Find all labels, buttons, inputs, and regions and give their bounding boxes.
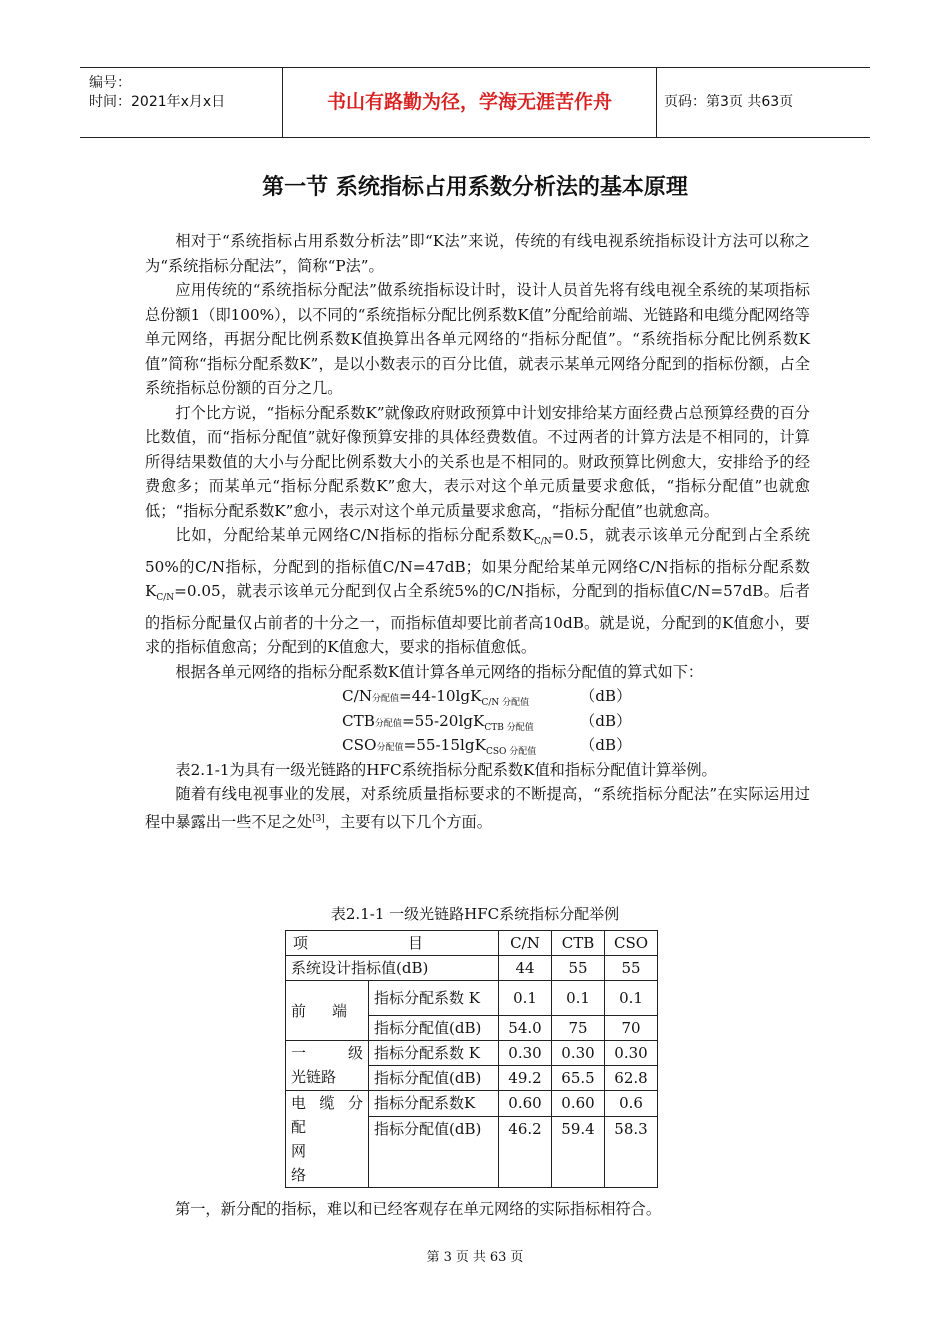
paragraph: 第一，新分配的指标，难以和已经客观存在单元网络的实际指标相符合。 bbox=[175, 1200, 661, 1218]
header-date: 时间：2021年x月x日 bbox=[89, 94, 226, 110]
formula-k-subscript: CSO 分配值 bbox=[485, 747, 537, 758]
table-cell: 0.30 bbox=[605, 1041, 658, 1066]
formula-expr: =44-10lgK bbox=[399, 687, 482, 706]
table-row bbox=[286, 956, 658, 981]
citation-ref: [3] bbox=[312, 813, 325, 824]
row-label: 指标分配系数 K bbox=[369, 1041, 499, 1066]
paragraph: 相对于“系统指标占用系数分析法”即“K法”来说，传统的有线电视系统指标设计方法可以称之为“系统指标分配法”，简称“P法”。 bbox=[145, 232, 810, 275]
header-cell-cso: CSO bbox=[605, 931, 658, 956]
table-cell: 55 bbox=[552, 956, 605, 981]
table-cell: 0.30 bbox=[499, 1041, 552, 1066]
table-cell: 59.4 bbox=[552, 1116, 605, 1187]
group-frontend: 前 端 bbox=[286, 981, 369, 1041]
section-title: 第一节 系统指标占用系数分析法的基本原理 bbox=[262, 175, 688, 200]
paragraph: 表2.1-1为具有一级光链路的HFC系统指标分配系数K值和指标分配值计算举例。 bbox=[175, 760, 717, 779]
formula-unit: （dB） bbox=[580, 687, 632, 706]
paragraph: 应用传统的“系统指标分配法”做系统指标设计时，设计人员首先将有线电视全系统的某项指标总份额1（即100%），以不同的“系统指标分配比例系数K值”分配给前端、光链路和电缆分配网络等单元网络，再据分配比例系数K值换算出各单元网络的“指标分配值”。“系统指标分配比例系数K值”简称“指标分配系数K”，是以小数表示的百分比值，就表示某单元网络分配到的指标份额，占全系统指标总份额的百分之几。 bbox=[145, 281, 810, 397]
formula-k-subscript: CTB 分配值 bbox=[484, 722, 534, 733]
formula-unit: （dB） bbox=[580, 711, 632, 730]
row-label: 指标分配值(dB) bbox=[369, 1116, 499, 1187]
table-cell: 75 bbox=[552, 1016, 605, 1041]
table-cell: 54.0 bbox=[499, 1016, 552, 1041]
formula-expr: =55-20lgK bbox=[401, 711, 485, 730]
table-cell: 0.1 bbox=[552, 981, 605, 1016]
paragraph bbox=[145, 782, 810, 834]
table-cell: 0.60 bbox=[552, 1091, 605, 1117]
table-cell: 0.30 bbox=[552, 1041, 605, 1066]
header-meta bbox=[80, 68, 283, 137]
table-row bbox=[286, 1091, 658, 1117]
text-run: 随着有线电视事业的发展，对系统质量指标要求的不断提高，“系统指标分配法”在实际运用过程中暴露出一些不足之处 bbox=[145, 785, 810, 831]
formula-ctb bbox=[145, 709, 810, 734]
formula-lhs: CSO bbox=[342, 736, 377, 755]
document-body bbox=[145, 229, 810, 834]
formula-unit: （dB） bbox=[580, 736, 632, 755]
text-run: ，主要有以下几个方面。 bbox=[324, 812, 492, 831]
formula-lhs: C/N bbox=[342, 687, 373, 706]
table-header-row bbox=[286, 931, 658, 956]
formula-lhs: CTB bbox=[342, 711, 375, 730]
table-cell: 65.5 bbox=[552, 1066, 605, 1091]
header-cell-ctb: CTB bbox=[552, 931, 605, 956]
table-caption: 表2.1-1 一级光链路HFC系统指标分配举例 bbox=[330, 905, 620, 923]
design-label: 系统设计指标值(dB) bbox=[286, 956, 499, 981]
row-label: 指标分配系数 K bbox=[369, 981, 499, 1016]
table-cell: 0.6 bbox=[605, 1091, 658, 1117]
paragraph bbox=[145, 523, 810, 660]
row-label: 指标分配系数K bbox=[369, 1091, 499, 1117]
header-cell-item: 项 目 bbox=[286, 931, 499, 956]
row-label: 指标分配值(dB) bbox=[369, 1066, 499, 1091]
text-run: =0.5，就表示该单元分配到占全系统50%的C/N指标，分配到的指标值C/N=47dB；如果分配给某单元网络C/N指标的指标分配系数K bbox=[145, 526, 810, 601]
table-cell: 44 bbox=[499, 956, 552, 981]
row-label: 指标分配值(dB) bbox=[369, 1016, 499, 1041]
formula-subscript: 分配值 bbox=[376, 743, 404, 754]
header-cell-cn: C/N bbox=[499, 931, 552, 956]
text-run: =0.05，就表示该单元分配到仅占全系统5%的C/N指标，分配到的指标值C/N=57dB。后者的指标分配量仅占前者的十分之一，而指标值却要比前者高10dB。就是说，分配到的K值愈小，要求的指标值愈高；分配到的K值愈大，要求的指标值愈低。 bbox=[145, 582, 810, 657]
header-motto: 书山有路勤为径，学海无涯苦作舟 bbox=[283, 68, 657, 137]
formula-subscript: 分配值 bbox=[372, 694, 400, 705]
table-row bbox=[286, 1041, 658, 1066]
group-cable: 电 缆 分 配 网 络 bbox=[286, 1091, 369, 1188]
table-cell: 55 bbox=[605, 956, 658, 981]
formula-k-subscript: C/N 分配值 bbox=[481, 698, 530, 709]
header-page-info: 页码：第3页 共63页 bbox=[664, 94, 794, 110]
page-footer: 第 3 页 共 63 页 bbox=[426, 1250, 524, 1265]
table-cell: 0.1 bbox=[499, 981, 552, 1016]
formula-subscript: 分配值 bbox=[374, 718, 402, 729]
formula-cn bbox=[145, 684, 810, 709]
subscript: C/N bbox=[533, 537, 552, 548]
text-run: 比如，分配给某单元网络C/N指标的指标分配系数K bbox=[175, 526, 534, 544]
table-cell: 0.1 bbox=[605, 981, 658, 1016]
table-cell: 49.2 bbox=[499, 1066, 552, 1091]
formula-cso bbox=[145, 733, 810, 758]
table-cell: 70 bbox=[605, 1016, 658, 1041]
formula-expr: =55-15lgK bbox=[403, 736, 486, 755]
table-cell: 58.3 bbox=[605, 1116, 658, 1187]
group-optical: 一 级 光链路 bbox=[286, 1041, 369, 1091]
table-cell: 46.2 bbox=[499, 1116, 552, 1187]
paragraph: 打个比方说，“指标分配系数K”就像政府财政预算中计划安排给某方面经费占总预算经费的百分比数值，而“指标分配值”就好像预算安排的具体经费数值。不过两者的计算方法是不相同的，计算所得结果数值的大小与分配比例系数大小的关系也是不相同的。财政预算比例愈大，安排给予的经费愈多；而某单元“指标分配系数K”愈大，表示对这个单元质量要求愈低，“指标分配值”也就愈低；“指标分配系数K”愈小，表示对这个单元质量要求愈高，“指标分配值”也就愈高。 bbox=[145, 403, 810, 520]
page-header bbox=[80, 67, 870, 138]
table-cell: 62.8 bbox=[605, 1066, 658, 1091]
allocation-table bbox=[285, 930, 658, 1188]
table-cell: 0.60 bbox=[499, 1091, 552, 1117]
header-number: 编号： bbox=[89, 75, 131, 91]
paragraph: 根据各单元网络的指标分配系数K值计算各单元网络的指标分配值的算式如下： bbox=[175, 662, 704, 681]
subscript: C/N bbox=[156, 593, 175, 604]
table-row bbox=[286, 981, 658, 1016]
